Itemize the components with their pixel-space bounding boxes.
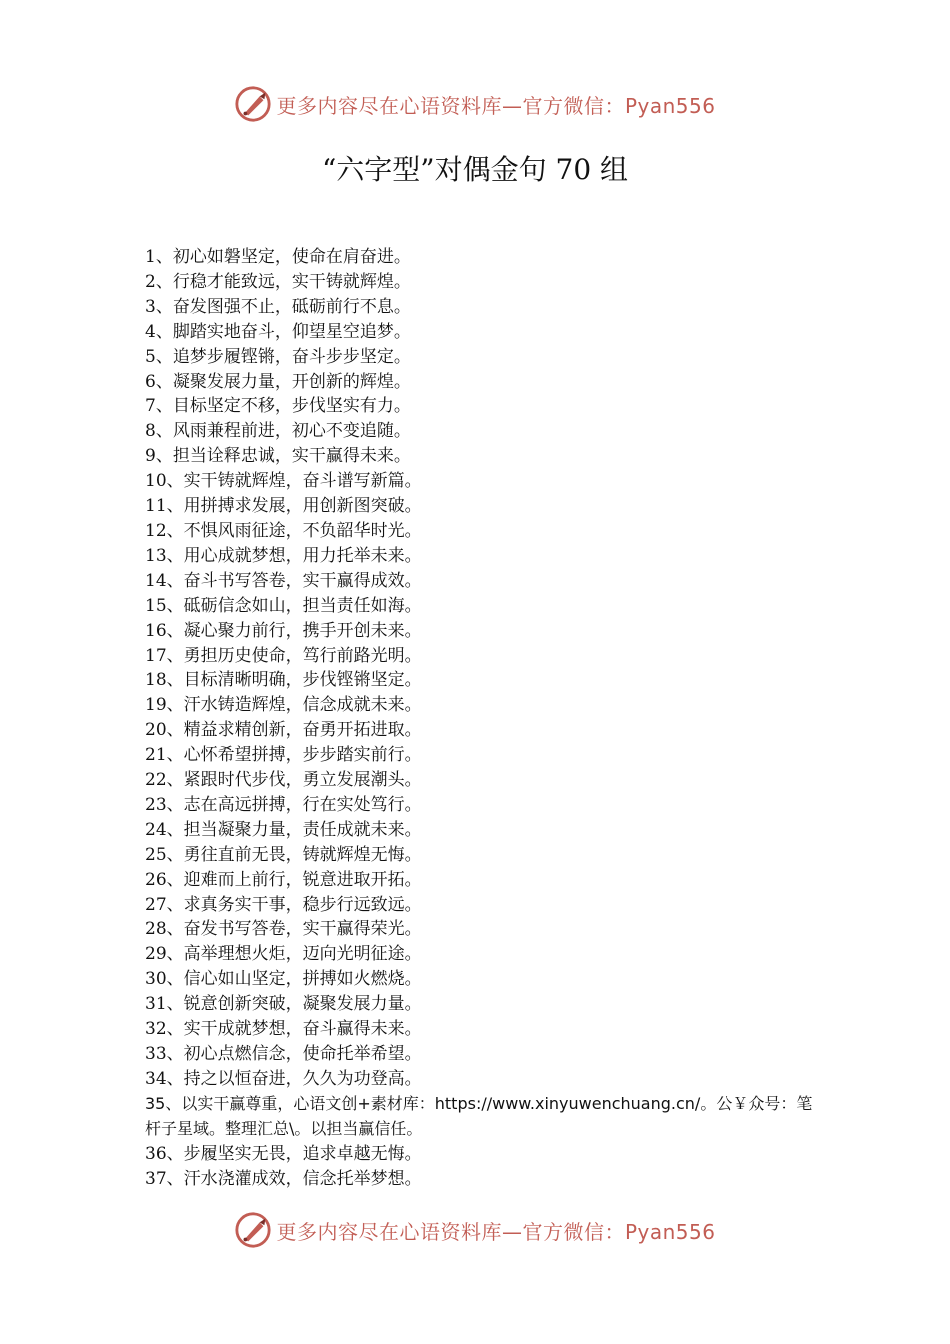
list-item: 22、紧跟时代步伐，勇立发展潮头。 [145, 770, 422, 791]
list-item: 10、实干铸就辉煌，奋斗谱写新篇。 [145, 471, 422, 492]
pen-nib-logo-icon [234, 1211, 272, 1249]
list-item: 15、砥砺信念如山，担当责任如海。 [145, 595, 422, 616]
list-item: 23、志在高远拼搏，行在实处笃行。 [145, 794, 422, 815]
list-item: 24、担当凝聚力量，责任成就未来。 [145, 819, 422, 840]
list-item: 31、锐意创新突破，凝聚发展力量。 [145, 994, 422, 1015]
list-item: 28、奋发书写答卷，实干赢得荣光。 [145, 919, 422, 940]
list-item: 27、求真务实干事，稳步行远致远。 [145, 894, 422, 915]
list-item: 26、迎难而上前行，锐意进取开拓。 [145, 869, 422, 890]
list-item: 6、凝聚发展力量，开创新的辉煌。 [145, 371, 411, 392]
banner-text: 更多内容尽在心语资料库—官方微信：Pyan556 [276, 93, 716, 118]
footer-banner [0, 1208, 950, 1252]
list-item: 25、勇往直前无畏，铸就辉煌无悔。 [145, 844, 422, 865]
list-item: 12、不惧风雨征途，不负韶华时光。 [145, 520, 422, 541]
list-item-35: 35、以实干赢尊重，心语文创+素材库：https://www.xinyuwenchuang.cn/。公￥众号：笔杆子星域。整理汇总\。以担当赢信任。 [145, 1093, 813, 1138]
pen-nib-logo-icon [234, 85, 272, 123]
list-item: 29、高举理想火炬，迈向光明征途。 [145, 944, 422, 965]
list-item: 16、凝心聚力前行，携手开创未来。 [145, 620, 422, 641]
list-item: 7、目标坚定不移，步伐坚实有力。 [145, 396, 411, 417]
list-item: 37、汗水浇灌成效，信念托举梦想。 [145, 1168, 422, 1189]
list-item: 34、持之以恒奋进，久久为功登高。 [145, 1068, 422, 1089]
list-item: 32、实干成就梦想，奋斗赢得未来。 [145, 1019, 422, 1040]
list-item: 3、奋发图强不止，砥砺前行不息。 [145, 296, 411, 317]
list-item: 18、目标清晰明确，步伐铿锵坚定。 [145, 670, 422, 691]
list-item: 33、初心点燃信念，使命托举希望。 [145, 1044, 422, 1064]
phrase-list [145, 245, 825, 1191]
list-item: 30、信心如山坚定，拼搏如火燃烧。 [145, 969, 422, 990]
list-item: 11、用拼搏求发展，用创新图突破。 [145, 496, 422, 517]
list-item: 5、追梦步履铿锵，奋斗步步坚定。 [145, 346, 411, 367]
list-item: 2、行稳才能致远，实干铸就辉煌。 [145, 271, 411, 292]
list-item: 4、脚踏实地奋斗，仰望星空追梦。 [145, 321, 411, 342]
list-item: 13、用心成就梦想，用力托举未来。 [145, 545, 422, 566]
list-item: 21、心怀希望拼搏，步步踏实前行。 [145, 745, 422, 766]
header-banner [0, 82, 950, 126]
list-item: 1、初心如磐坚定，使命在肩奋进。 [145, 247, 411, 267]
list-item: 17、勇担历史使命，笃行前路光明。 [145, 645, 422, 666]
list-item: 14、奋斗书写答卷，实干赢得成效。 [145, 570, 422, 591]
page-title: “六字型”对偶金句 70 组 [321, 153, 629, 186]
list-item: 8、风雨兼程前进，初心不变追随。 [145, 421, 411, 442]
banner-text: 更多内容尽在心语资料库—官方微信：Pyan556 [276, 1219, 716, 1244]
list-item: 20、精益求精创新，奋勇开拓进取。 [145, 720, 422, 741]
list-item: 9、担当诠释忠诚，实干赢得未来。 [145, 446, 411, 467]
list-item: 19、汗水铸造辉煌，信念成就未来。 [145, 695, 422, 716]
list-item: 36、步履坚实无畏，追求卓越无悔。 [145, 1143, 422, 1164]
